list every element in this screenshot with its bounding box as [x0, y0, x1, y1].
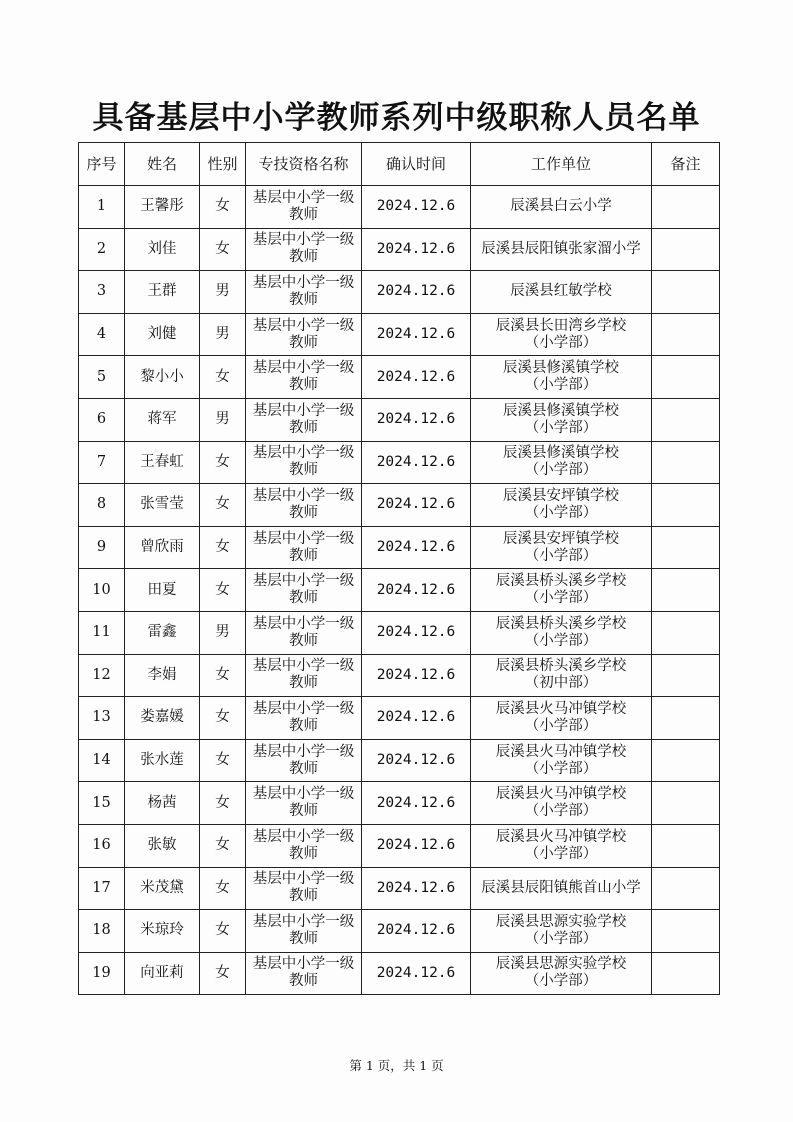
cell-date: 2024.12.6: [362, 228, 471, 271]
table-row: [79, 952, 720, 995]
cell-qualification: [246, 271, 362, 314]
header-date: 确认时间: [362, 143, 471, 186]
cell-note: [652, 654, 720, 697]
unit-line-2: （小学部）: [524, 760, 598, 777]
cell-unit: [471, 654, 652, 697]
unit-line-1: 辰溪县红敏学校: [510, 283, 612, 300]
cell-qualification: [246, 824, 362, 867]
qualification-line-2: 教师: [289, 377, 318, 394]
table-header: [79, 143, 720, 186]
table-row: [79, 398, 720, 441]
unit-line-1: 辰溪县思源实验学校: [495, 913, 627, 930]
header-qualification: 专技资格名称: [246, 143, 362, 186]
cell-note: [652, 824, 720, 867]
unit-line-2: （小学部）: [524, 845, 598, 862]
cell-date: 2024.12.6: [362, 910, 471, 953]
cell-unit: [471, 910, 652, 953]
unit-line-1: 辰溪县长田湾乡学校: [495, 317, 627, 334]
unit-line-1: 辰溪县白云小学: [510, 198, 612, 215]
qualification-line-1: 基层中小学一级: [252, 913, 355, 930]
cell-name: 李娟: [125, 654, 200, 697]
unit-line-2: （小学部）: [524, 419, 598, 436]
cell-name: 米茂黛: [125, 867, 200, 910]
table-row: [79, 526, 720, 569]
cell-qualification: [246, 313, 362, 356]
qualification-line-1: 基层中小学一级: [252, 189, 355, 206]
cell-no: 18: [79, 910, 125, 953]
qualification-line-2: 教师: [289, 803, 318, 820]
qualification-line-2: 教师: [289, 632, 318, 649]
cell-date: 2024.12.6: [362, 398, 471, 441]
qualification-line-1: 基层中小学一级: [252, 445, 355, 462]
qualification-line-2: 教师: [289, 675, 318, 692]
qualification-line-2: 教师: [289, 760, 318, 777]
cell-no: 5: [79, 356, 125, 399]
cell-note: [652, 697, 720, 740]
cell-sex: 男: [200, 313, 246, 356]
page-footer: 第 1 页，共 1 页: [349, 1058, 444, 1073]
unit-line-2: （小学部）: [524, 547, 598, 564]
cell-no: 6: [79, 398, 125, 441]
cell-note: [652, 782, 720, 825]
cell-qualification: [246, 611, 362, 654]
unit-line-1: 辰溪县火马冲镇学校: [495, 786, 627, 803]
cell-note: [652, 739, 720, 782]
qualification-line-2: 教师: [289, 845, 318, 862]
cell-unit: [471, 271, 652, 314]
cell-qualification: [246, 484, 362, 527]
table-row: [79, 611, 720, 654]
cell-qualification: [246, 228, 362, 271]
cell-note: [652, 952, 720, 995]
cell-qualification: [246, 186, 362, 229]
cell-sex: 女: [200, 824, 246, 867]
cell-no: 13: [79, 697, 125, 740]
cell-date: 2024.12.6: [362, 654, 471, 697]
unit-line-1: 辰溪县桥头溪乡学校: [495, 573, 627, 590]
cell-sex: 男: [200, 398, 246, 441]
qualification-line-1: 基层中小学一级: [252, 828, 355, 845]
unit-line-1: 辰溪县安坪镇学校: [503, 530, 619, 547]
qualification-line-2: 教师: [289, 334, 318, 351]
qualification-line-1: 基层中小学一级: [252, 573, 355, 590]
qualification-line-2: 教师: [289, 462, 318, 479]
cell-sex: 女: [200, 697, 246, 740]
unit-line-1: 辰溪县辰阳镇张家溜小学: [481, 240, 641, 257]
cell-no: 16: [79, 824, 125, 867]
cell-name: 张雪莹: [125, 484, 200, 527]
header-no: 序号: [79, 143, 125, 186]
cell-unit: [471, 867, 652, 910]
cell-unit: [471, 569, 652, 612]
cell-no: 14: [79, 739, 125, 782]
cell-date: 2024.12.6: [362, 569, 471, 612]
cell-unit: [471, 186, 652, 229]
cell-date: 2024.12.6: [362, 824, 471, 867]
qualification-line-1: 基层中小学一级: [252, 232, 355, 249]
cell-unit: [471, 484, 652, 527]
table-row: [79, 271, 720, 314]
table-row: [79, 824, 720, 867]
cell-sex: 男: [200, 611, 246, 654]
cell-date: 2024.12.6: [362, 739, 471, 782]
cell-no: 17: [79, 867, 125, 910]
qualification-line-1: 基层中小学一级: [252, 402, 355, 419]
unit-line-2: （小学部）: [524, 973, 598, 990]
cell-unit: [471, 824, 652, 867]
cell-unit: [471, 611, 652, 654]
unit-line-1: 辰溪县桥头溪乡学校: [495, 658, 627, 675]
cell-date: 2024.12.6: [362, 186, 471, 229]
cell-date: 2024.12.6: [362, 611, 471, 654]
unit-line-2: （小学部）: [524, 377, 598, 394]
cell-qualification: [246, 867, 362, 910]
cell-name: 蒋军: [125, 398, 200, 441]
cell-date: 2024.12.6: [362, 313, 471, 356]
unit-line-1: 辰溪县安坪镇学校: [503, 487, 619, 504]
table-row: [79, 654, 720, 697]
cell-unit: [471, 952, 652, 995]
qualification-line-2: 教师: [289, 419, 318, 436]
table-row: [79, 228, 720, 271]
cell-note: [652, 867, 720, 910]
cell-name: 王群: [125, 271, 200, 314]
cell-qualification: [246, 398, 362, 441]
unit-line-1: 辰溪县桥头溪乡学校: [495, 615, 627, 632]
cell-unit: [471, 697, 652, 740]
qualification-line-2: 教师: [289, 547, 318, 564]
cell-unit: [471, 441, 652, 484]
header-name: 姓名: [125, 143, 200, 186]
unit-line-1: 辰溪县修溪镇学校: [503, 445, 619, 462]
unit-line-2: （小学部）: [524, 717, 598, 734]
table-body: [79, 186, 720, 995]
unit-line-2: （小学部）: [524, 590, 598, 607]
cell-unit: [471, 739, 652, 782]
cell-qualification: [246, 441, 362, 484]
cell-date: 2024.12.6: [362, 697, 471, 740]
table-row: [79, 484, 720, 527]
cell-sex: 女: [200, 441, 246, 484]
cell-qualification: [246, 697, 362, 740]
unit-line-2: （小学部）: [524, 334, 598, 351]
unit-line-1: 辰溪县辰阳镇熊首山小学: [481, 879, 641, 896]
unit-line-2: （小学部）: [524, 803, 598, 820]
cell-note: [652, 313, 720, 356]
cell-note: [652, 186, 720, 229]
cell-sex: 男: [200, 271, 246, 314]
cell-no: 7: [79, 441, 125, 484]
cell-note: [652, 271, 720, 314]
unit-line-1: 辰溪县火马冲镇学校: [495, 700, 627, 717]
header-row: [79, 143, 720, 186]
table-row: [79, 569, 720, 612]
cell-name: 向亚莉: [125, 952, 200, 995]
cell-name: 王春虹: [125, 441, 200, 484]
cell-qualification: [246, 739, 362, 782]
qualification-line-1: 基层中小学一级: [252, 743, 355, 760]
header-unit: 工作单位: [471, 143, 652, 186]
cell-qualification: [246, 569, 362, 612]
cell-sex: 女: [200, 739, 246, 782]
cell-name: 王馨彤: [125, 186, 200, 229]
cell-note: [652, 356, 720, 399]
unit-line-1: 辰溪县修溪镇学校: [503, 402, 619, 419]
cell-sex: 女: [200, 569, 246, 612]
cell-sex: 女: [200, 186, 246, 229]
cell-date: 2024.12.6: [362, 867, 471, 910]
qualification-line-2: 教师: [289, 590, 318, 607]
qualification-line-1: 基层中小学一级: [252, 956, 355, 973]
cell-name: 张水莲: [125, 739, 200, 782]
table-row: [79, 782, 720, 825]
unit-line-1: 辰溪县修溪镇学校: [503, 360, 619, 377]
qualification-line-1: 基层中小学一级: [252, 700, 355, 717]
cell-no: 2: [79, 228, 125, 271]
qualification-line-1: 基层中小学一级: [252, 274, 355, 291]
cell-sex: 女: [200, 952, 246, 995]
cell-name: 曾欣雨: [125, 526, 200, 569]
qualification-line-1: 基层中小学一级: [252, 615, 355, 632]
cell-name: 刘健: [125, 313, 200, 356]
cell-sex: 女: [200, 867, 246, 910]
cell-unit: [471, 356, 652, 399]
cell-qualification: [246, 654, 362, 697]
unit-line-2: （小学部）: [524, 504, 598, 521]
cell-qualification: [246, 952, 362, 995]
qualification-line-1: 基层中小学一级: [252, 360, 355, 377]
cell-qualification: [246, 782, 362, 825]
qualification-line-2: 教师: [289, 249, 318, 266]
cell-date: 2024.12.6: [362, 484, 471, 527]
cell-date: 2024.12.6: [362, 441, 471, 484]
cell-note: [652, 910, 720, 953]
cell-qualification: [246, 526, 362, 569]
cell-date: 2024.12.6: [362, 526, 471, 569]
qualification-line-2: 教师: [289, 206, 318, 223]
cell-note: [652, 441, 720, 484]
unit-line-1: 辰溪县火马冲镇学校: [495, 743, 627, 760]
cell-name: 张敏: [125, 824, 200, 867]
cell-date: 2024.12.6: [362, 271, 471, 314]
qualification-line-1: 基层中小学一级: [252, 786, 355, 803]
unit-line-1: 辰溪县火马冲镇学校: [495, 828, 627, 845]
cell-unit: [471, 782, 652, 825]
cell-sex: 女: [200, 356, 246, 399]
header-sex: 性别: [200, 143, 246, 186]
unit-line-2: （小学部）: [524, 462, 598, 479]
cell-no: 8: [79, 484, 125, 527]
unit-line-2: （小学部）: [524, 632, 598, 649]
cell-sex: 女: [200, 782, 246, 825]
cell-note: [652, 398, 720, 441]
cell-name: 刘佳: [125, 228, 200, 271]
cell-name: 杨茜: [125, 782, 200, 825]
cell-no: 19: [79, 952, 125, 995]
cell-name: 雷鑫: [125, 611, 200, 654]
cell-note: [652, 611, 720, 654]
cell-date: 2024.12.6: [362, 356, 471, 399]
cell-date: 2024.12.6: [362, 952, 471, 995]
cell-unit: [471, 228, 652, 271]
unit-line-2: （小学部）: [524, 930, 598, 947]
table-row: [79, 739, 720, 782]
cell-no: 12: [79, 654, 125, 697]
table-row: [79, 441, 720, 484]
cell-qualification: [246, 356, 362, 399]
document-title: 具备基层中小学教师系列中级职称人员名单: [92, 100, 701, 136]
cell-name: 田夏: [125, 569, 200, 612]
cell-no: 4: [79, 313, 125, 356]
cell-note: [652, 526, 720, 569]
qualification-line-2: 教师: [289, 888, 318, 905]
cell-qualification: [246, 910, 362, 953]
table-row: [79, 356, 720, 399]
qualification-line-1: 基层中小学一级: [252, 530, 355, 547]
qualification-line-2: 教师: [289, 504, 318, 521]
unit-line-2: （初中部）: [524, 675, 598, 692]
qualification-line-1: 基层中小学一级: [252, 871, 355, 888]
cell-name: 娄嘉媛: [125, 697, 200, 740]
cell-no: 9: [79, 526, 125, 569]
cell-sex: 女: [200, 526, 246, 569]
unit-line-1: 辰溪县思源实验学校: [495, 956, 627, 973]
cell-unit: [471, 313, 652, 356]
cell-no: 10: [79, 569, 125, 612]
table-row: [79, 186, 720, 229]
cell-sex: 女: [200, 484, 246, 527]
cell-sex: 女: [200, 228, 246, 271]
table-row: [79, 867, 720, 910]
cell-note: [652, 484, 720, 527]
qualification-line-1: 基层中小学一级: [252, 658, 355, 675]
cell-note: [652, 569, 720, 612]
qualification-line-1: 基层中小学一级: [252, 317, 355, 334]
cell-date: 2024.12.6: [362, 782, 471, 825]
cell-no: 3: [79, 271, 125, 314]
qualification-line-1: 基层中小学一级: [252, 487, 355, 504]
qualification-line-2: 教师: [289, 291, 318, 308]
cell-name: 黎小小: [125, 356, 200, 399]
table-row: [79, 697, 720, 740]
qualification-line-2: 教师: [289, 717, 318, 734]
cell-unit: [471, 398, 652, 441]
cell-no: 11: [79, 611, 125, 654]
cell-sex: 女: [200, 910, 246, 953]
roster-table: [78, 142, 720, 995]
cell-unit: [471, 526, 652, 569]
cell-no: 15: [79, 782, 125, 825]
cell-name: 米琼玲: [125, 910, 200, 953]
cell-no: 1: [79, 186, 125, 229]
cell-sex: 女: [200, 654, 246, 697]
cell-note: [652, 228, 720, 271]
table-row: [79, 910, 720, 953]
table-row: [79, 313, 720, 356]
qualification-line-2: 教师: [289, 973, 318, 990]
header-note: 备注: [652, 143, 720, 186]
qualification-line-2: 教师: [289, 930, 318, 947]
